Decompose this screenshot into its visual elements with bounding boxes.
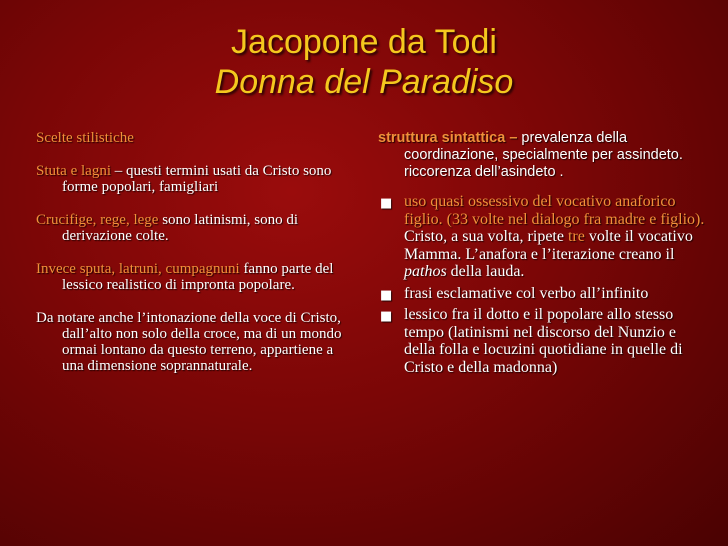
right-heading (378, 130, 708, 181)
bullet-1-text-b: volte il vocativo Mamma. L’anafora e l’iterazione creano il (404, 228, 693, 263)
slide-title (0, 22, 728, 102)
bullet-1-orange-text: uso quasi ossessivo del vocativo anaforico figlio. (33 volte nel dialogo fra madre e figlio). (404, 193, 705, 228)
square-bullet-icon: ■ (380, 309, 393, 324)
square-bullet-icon: ■ (380, 287, 393, 303)
p3-orange-text: Invece sputa, latruni, cumpagnuni (36, 261, 240, 277)
bullet-2-text: frasi esclamative col verbo all’infinito (404, 284, 649, 302)
list-item (378, 285, 708, 303)
right-heading-text: prevalenza della coordinazione, specialmente per assindeto. riccorenza dell’asindeto . (404, 130, 683, 180)
p2-text: sono latinismi, sono di derivazione colte. (62, 212, 299, 244)
bullet-1-text-a: Cristo, a sua volta, ripete (404, 228, 568, 245)
p1-orange-text: Stuta e lagni (36, 163, 111, 179)
square-bullet-icon: ■ (380, 196, 393, 211)
title-line-2: Donna del Paradiso (214, 63, 514, 101)
p2-orange-text: Crucifige, rege, lege (36, 212, 159, 228)
p1-text: – questi termini usati da Cristo sono forme popolari, famigliari (62, 163, 332, 195)
left-paragraph-2 (36, 212, 348, 244)
bullet-1-text-c: della lauda. (446, 263, 525, 280)
bullet-1-orange-word: tre (567, 228, 585, 245)
right-heading-label: struttura sintattica – (378, 130, 522, 146)
left-paragraph-3 (36, 261, 348, 293)
list-item (378, 306, 708, 376)
left-paragraph-4: Da notare anche l’intonazione della voce di Cristo, dall’alto non solo della croce, ma di un mondo ormai lontano da questo terreno, appartiene a una dimensione soprannaturale. (36, 310, 342, 374)
list-item (378, 193, 708, 281)
left-heading: Scelte stilistiche (36, 130, 134, 146)
bullet-1-italic: pathos (404, 263, 447, 280)
p3-text: fanno parte del lessico realistico di impronta popolare. (62, 261, 334, 293)
bullet-list (378, 193, 708, 376)
title-line-1: Jacopone da Todi (231, 23, 497, 61)
bullet-3-text: lessico fra il dotto e il popolare allo stesso tempo (latinismi nel discorso del Nunzio e della folla e locuzini quotidiane in quelle di Cristo e della madonna) (404, 306, 683, 376)
left-column (36, 130, 348, 391)
right-column (378, 130, 708, 380)
left-paragraph-1 (36, 163, 348, 195)
